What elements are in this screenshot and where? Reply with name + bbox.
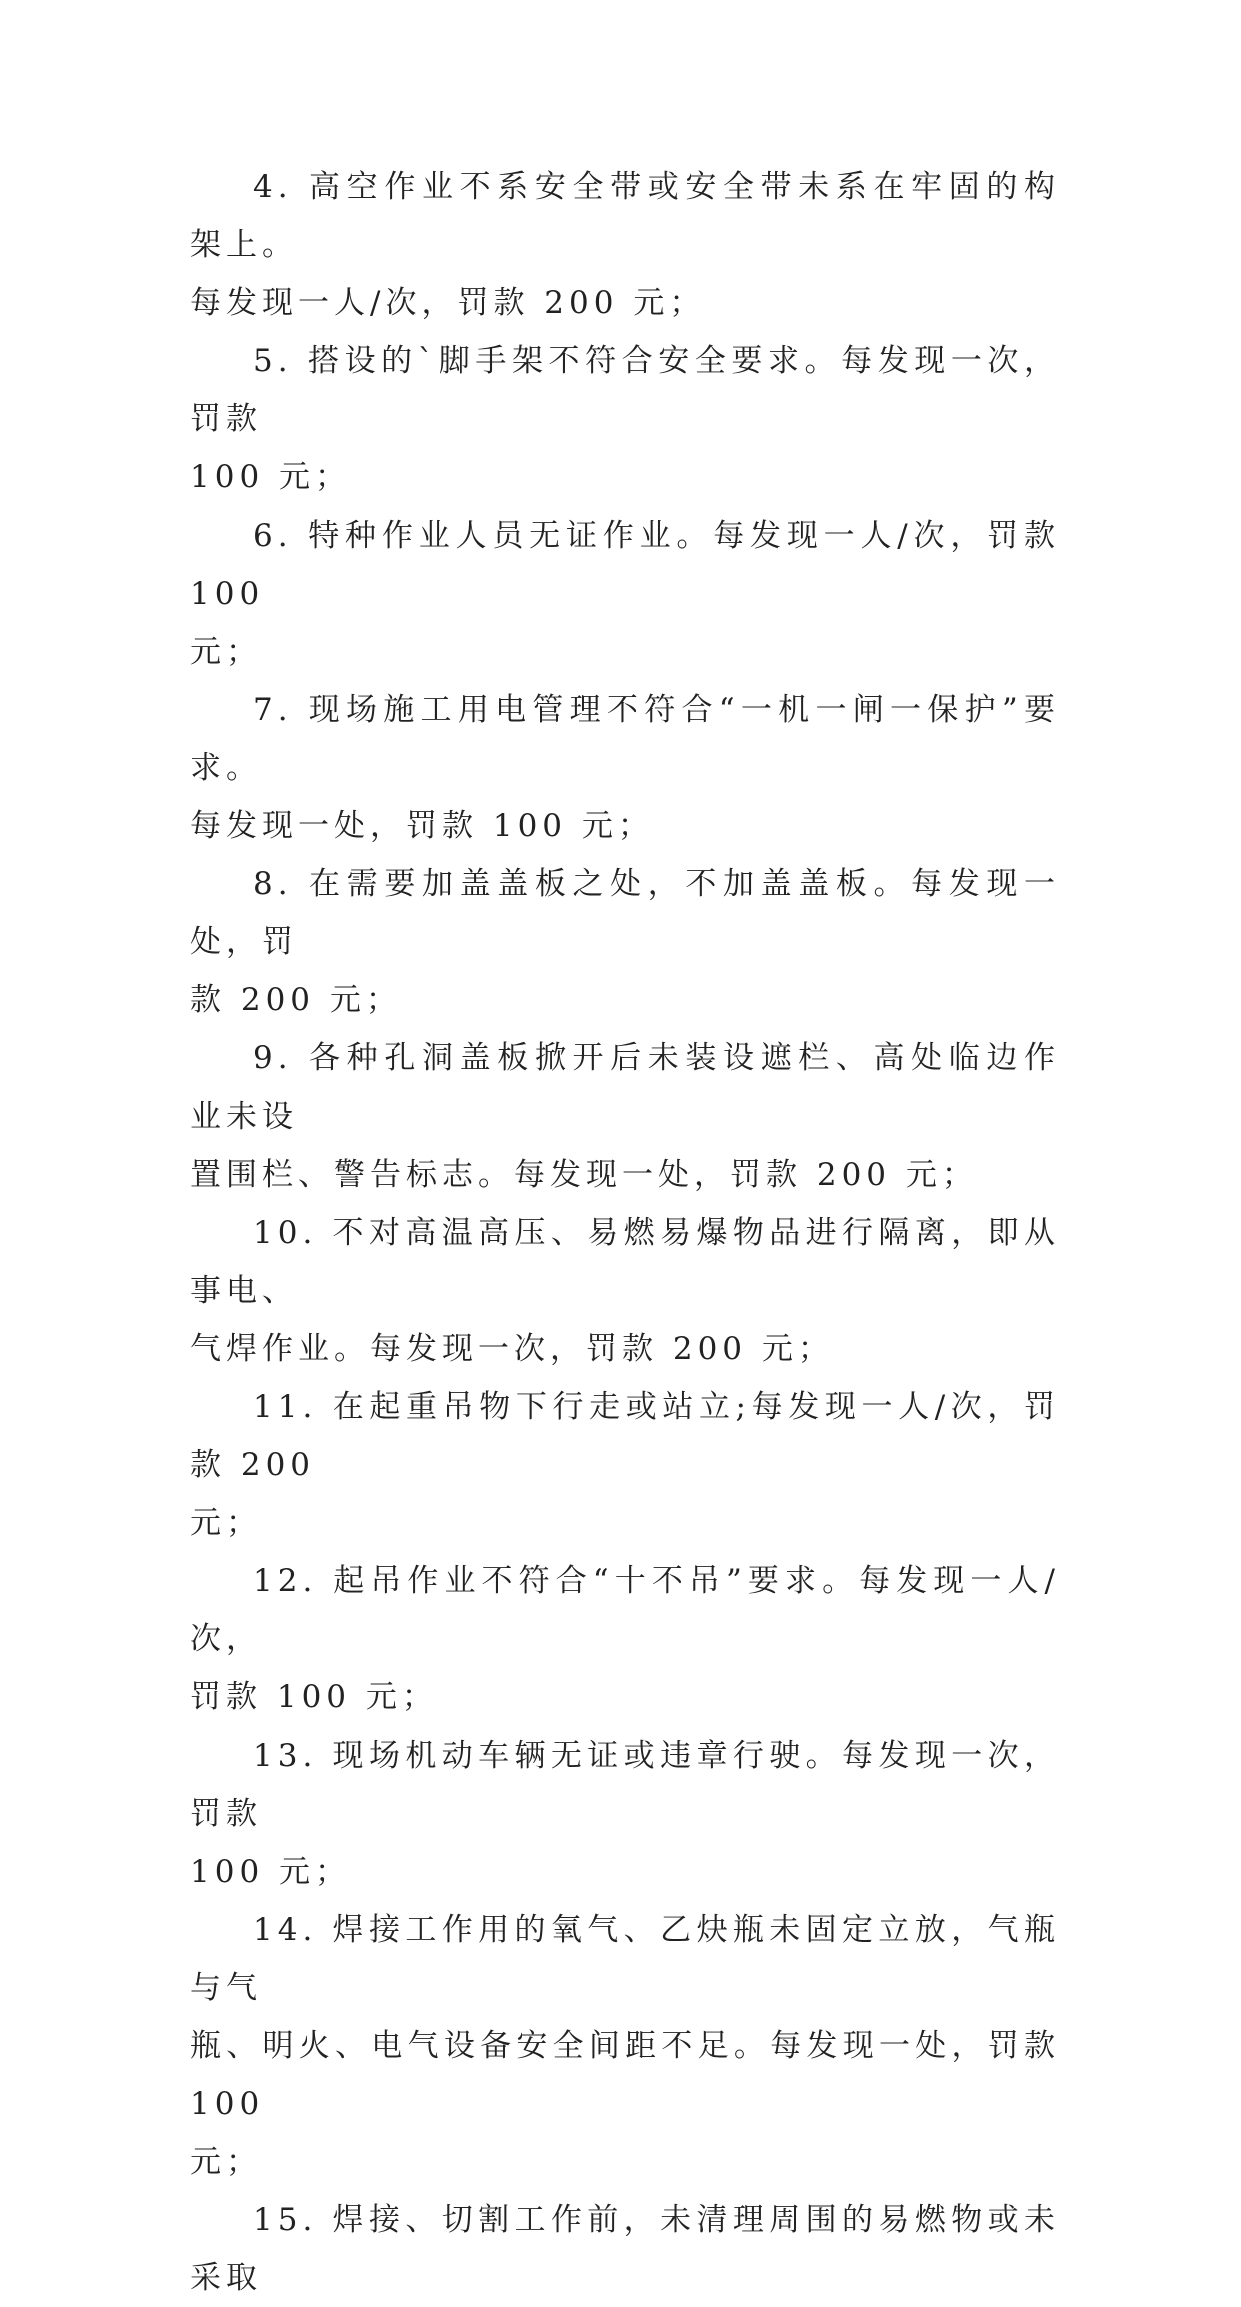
line: 15. 焊接、切割工作前，未清理周围的易燃物或未采取 <box>190 2202 1060 2297</box>
rule-item-12 <box>190 1552 1060 1726</box>
line: 元； <box>190 2144 262 2181</box>
rule-item-13 <box>190 1727 1060 1901</box>
line: 款 200 元； <box>190 982 402 1019</box>
line: 13. 现场机动车辆无证或违章行驶。每发现一次，罚款 <box>190 1737 1060 1832</box>
rule-item-14 <box>190 1901 1060 2191</box>
rule-item-5 <box>190 332 1060 506</box>
rule-item-15 <box>190 2191 1060 2307</box>
line: 罚款 100 元； <box>190 1679 438 1716</box>
rule-item-6 <box>190 507 1060 681</box>
line: 6. 特种作业人员无证作业。每发现一人/次，罚款 100 <box>190 517 1060 612</box>
line: 12. 起吊作业不符合“十不吊”要求。每发现一人/次， <box>190 1563 1060 1658</box>
line: 4. 高空作业不系安全带或安全带未系在牢固的构架上。 <box>190 169 1060 264</box>
line: 100 元； <box>190 1853 352 1890</box>
line: 14. 焊接工作用的氧气、乙炔瓶未固定立放，气瓶与气 <box>190 1911 1060 2006</box>
rule-item-4 <box>190 158 1060 332</box>
line: 9. 各种孔洞盖板掀开后未装设遮栏、高处临边作业未设 <box>190 1040 1060 1135</box>
rule-item-7 <box>190 681 1060 855</box>
line: 每发现一人/次，罚款 200 元； <box>190 285 706 322</box>
rule-item-9 <box>190 1029 1060 1203</box>
line: 8. 在需要加盖盖板之处，不加盖盖板。每发现一处，罚 <box>190 866 1060 961</box>
line: 置围栏、警告标志。每发现一处，罚款 200 元； <box>190 1156 978 1193</box>
line: 瓶、明火、电气设备安全间距不足。每发现一处，罚款 100 <box>190 2028 1060 2123</box>
line: 11. 在起重吊物下行走或站立;每发现一人/次，罚款 200 <box>190 1388 1060 1484</box>
line: 元； <box>190 633 262 670</box>
line: 每发现一处，罚款 100 元； <box>190 808 654 845</box>
line: 气焊作业。每发现一次，罚款 200 元； <box>190 1330 834 1367</box>
line: 7. 现场施工用电管理不符合“一机一闸一保护”要求。 <box>190 691 1060 786</box>
rule-item-11 <box>190 1378 1060 1552</box>
line: 元； <box>190 1505 262 1542</box>
line: 5. 搭设的`脚手架不符合安全要求。每发现一次，罚款 <box>190 343 1060 438</box>
line: 10. 不对高温高压、易燃易爆物品进行隔离，即从事电、 <box>190 1214 1060 1309</box>
rule-item-10 <box>190 1204 1060 1378</box>
rule-item-8 <box>190 855 1060 1029</box>
document-body <box>190 158 1060 2307</box>
line: 100 元； <box>190 459 352 496</box>
